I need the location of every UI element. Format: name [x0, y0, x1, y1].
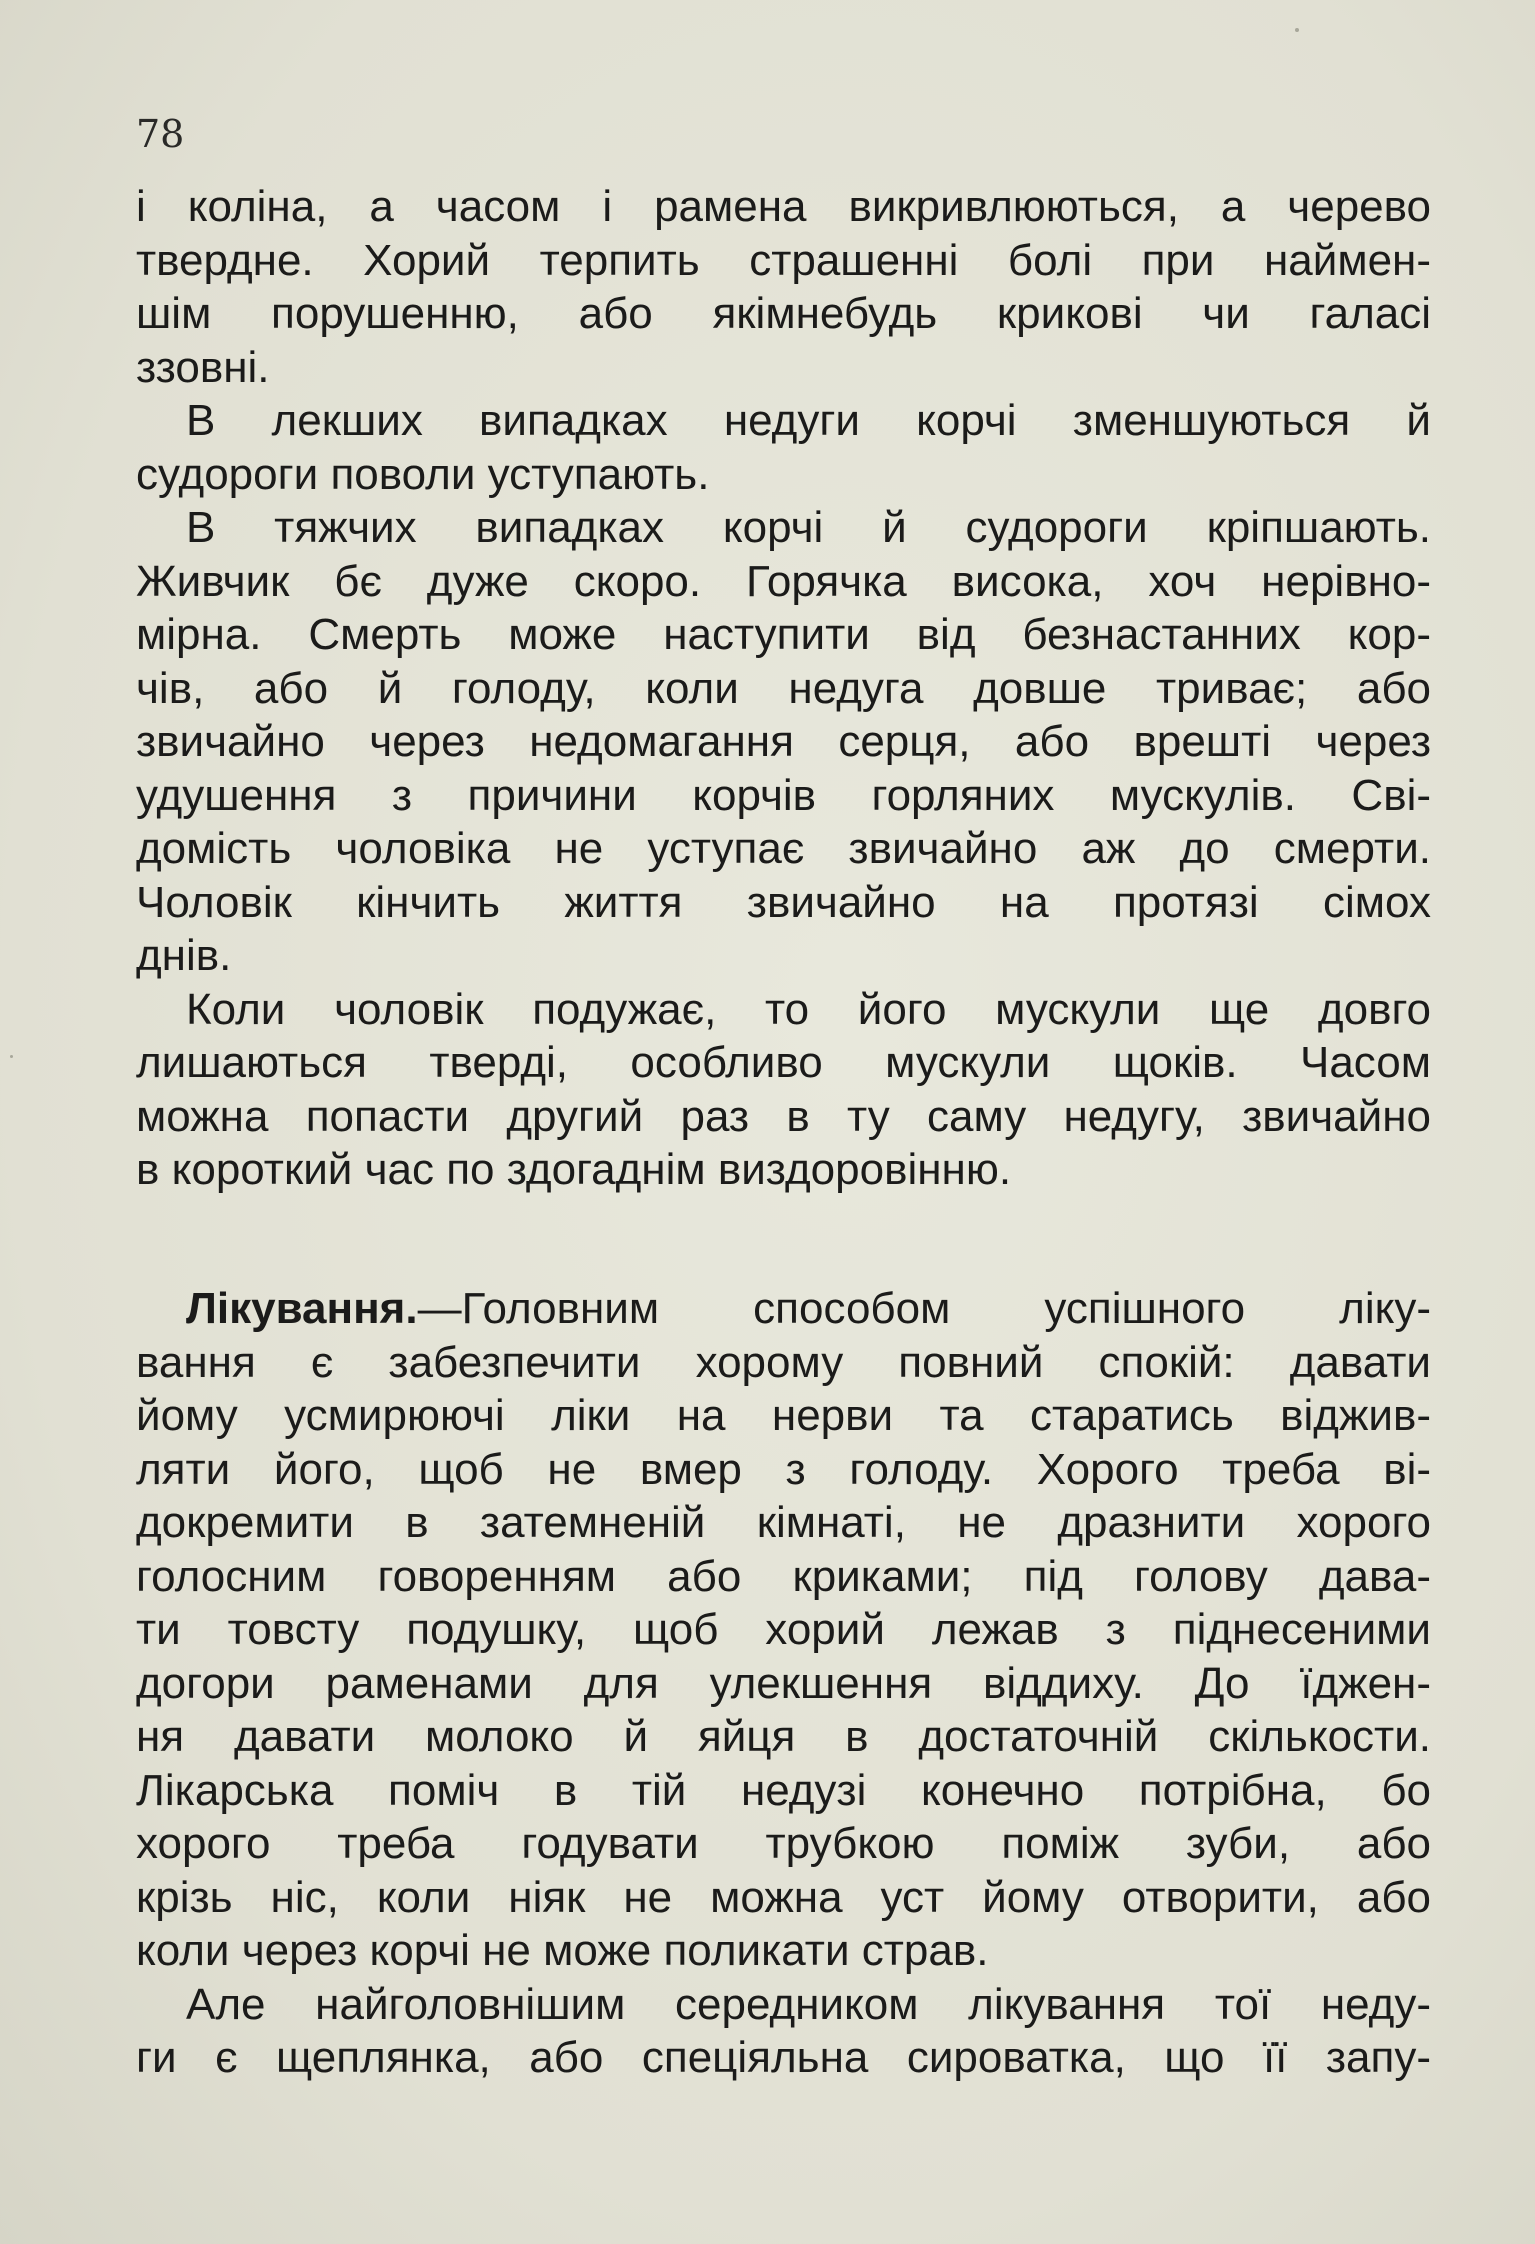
line-text: ня давати молоко й яйця в достаточній скількости.	[136, 1712, 1431, 1761]
line-text: в короткий час по здогаднім виздоровінню.	[136, 1145, 1012, 1194]
text-line	[136, 1871, 1431, 1925]
text-line	[136, 1143, 1431, 1197]
text-line	[136, 448, 1431, 502]
text-line	[136, 608, 1431, 662]
text-line	[136, 1603, 1431, 1657]
line-text: домість чоловіка не уступає звичайно аж до смерти.	[136, 824, 1431, 873]
text-line	[136, 1978, 1431, 2032]
page-speck	[10, 1055, 13, 1058]
text-line	[136, 1443, 1431, 1497]
line-text: хорого треба годувати трубкою поміж зуби, або	[136, 1819, 1431, 1868]
text-line	[136, 1036, 1431, 1090]
line-text: вання є забезпечити хорому повний спокій: давати	[136, 1337, 1431, 1387]
line-text: догори раменами для улекшення віддиху. До їджен-	[136, 1658, 1431, 1708]
text-line	[136, 1710, 1431, 1764]
line-text: докремити в затемненій кімнаті, не дразнити хорого	[136, 1498, 1431, 1547]
text-line	[136, 341, 1431, 395]
line-text: йому усмирюючі ліки на нерви та старатись віджив-	[136, 1391, 1431, 1440]
line-text: голосним говоренням або криками; під голову дава-	[136, 1551, 1431, 1601]
treatment-heading: Лікування.	[186, 1284, 418, 1333]
page-number: 78	[136, 112, 185, 156]
text-line	[136, 2031, 1431, 2085]
line-text: звичайно через недомагання серця, або врешті через	[136, 717, 1431, 766]
line-text: днів.	[136, 931, 232, 980]
text-line	[136, 1496, 1431, 1550]
text-line	[136, 1282, 1431, 1336]
text-line	[136, 662, 1431, 716]
line-text: Але найголовнішим середником лікування тої неду-	[186, 1979, 1431, 2029]
text-line	[136, 1389, 1431, 1443]
line-text: Живчик бє дуже скоро. Горячка висока, хоч нерівно-	[136, 556, 1431, 606]
text-line	[136, 822, 1431, 876]
symptoms-text	[136, 180, 1431, 1197]
line-text: чів, або й голоду, коли недуга довше триває; або	[136, 663, 1431, 713]
line-text: твердне. Хорий терпить страшенні болі при наймен-	[136, 235, 1431, 285]
page-speck	[1295, 28, 1299, 32]
text-line	[136, 394, 1431, 448]
line-text: шім порушенню, або якімнебудь крикові чи галасі	[136, 289, 1431, 338]
line-text: Лікарська поміч в тій недузі конечно потрібна, бо	[136, 1765, 1431, 1815]
line-text: мірна. Смерть може наступити від безнастанних кор-	[136, 610, 1431, 659]
treatment-section	[136, 1282, 1431, 2085]
text-line	[136, 555, 1431, 609]
text-line	[136, 876, 1431, 930]
text-line	[136, 287, 1431, 341]
text-line	[136, 1764, 1431, 1818]
text-line	[136, 501, 1431, 555]
text-line	[136, 234, 1431, 288]
text-line	[136, 769, 1431, 823]
line-text: ти товсту подушку, щоб хорий лежав з піднесеними	[136, 1605, 1431, 1654]
line-text: —Головним способом успішного ліку-	[417, 1284, 1431, 1333]
line-text: удушення з причини корчів горляних мускулів. Сві-	[136, 770, 1431, 820]
text-line	[136, 715, 1431, 769]
line-text: коли через корчі не може поликати страв.	[136, 1926, 989, 1975]
line-text: Чоловік кінчить життя звичайно на протязі сімох	[136, 877, 1431, 927]
text-line	[136, 1550, 1431, 1604]
text-line	[136, 180, 1431, 234]
text-line	[136, 983, 1431, 1037]
line-text: можна попасти другий раз в ту саму недугу, звичайно	[136, 1091, 1431, 1141]
text-line	[136, 1817, 1431, 1871]
line-text: і коліна, а часом і рамена викривлюються, а черево	[136, 182, 1431, 231]
line-text: ги є щеплянка, або спеціяльна сироватка, що її запу-	[136, 2033, 1431, 2082]
text-line	[136, 1336, 1431, 1390]
line-text: ляти його, щоб не вмер з голоду. Хорого треба ві-	[136, 1444, 1431, 1494]
line-text: Коли чоловік подужає, то його мускули ще довго	[186, 984, 1431, 1034]
line-text: ззовні.	[136, 342, 270, 392]
line-text: лишаються тверді, особливо мускули щоків. Часом	[136, 1038, 1431, 1087]
text-line	[136, 1090, 1431, 1144]
line-text: В тяжчих випадках корчі й судороги кріпшають.	[186, 503, 1431, 552]
line-text: В лекших випадках недуги корчі зменшуються й	[186, 396, 1431, 445]
line-text: судороги поволи уступають.	[136, 449, 710, 499]
text-line	[136, 929, 1431, 983]
text-line	[136, 1924, 1431, 1978]
line-text: крізь ніс, коли ніяк не можна уст йому отворити, або	[136, 1872, 1431, 1922]
text-line	[136, 1657, 1431, 1711]
